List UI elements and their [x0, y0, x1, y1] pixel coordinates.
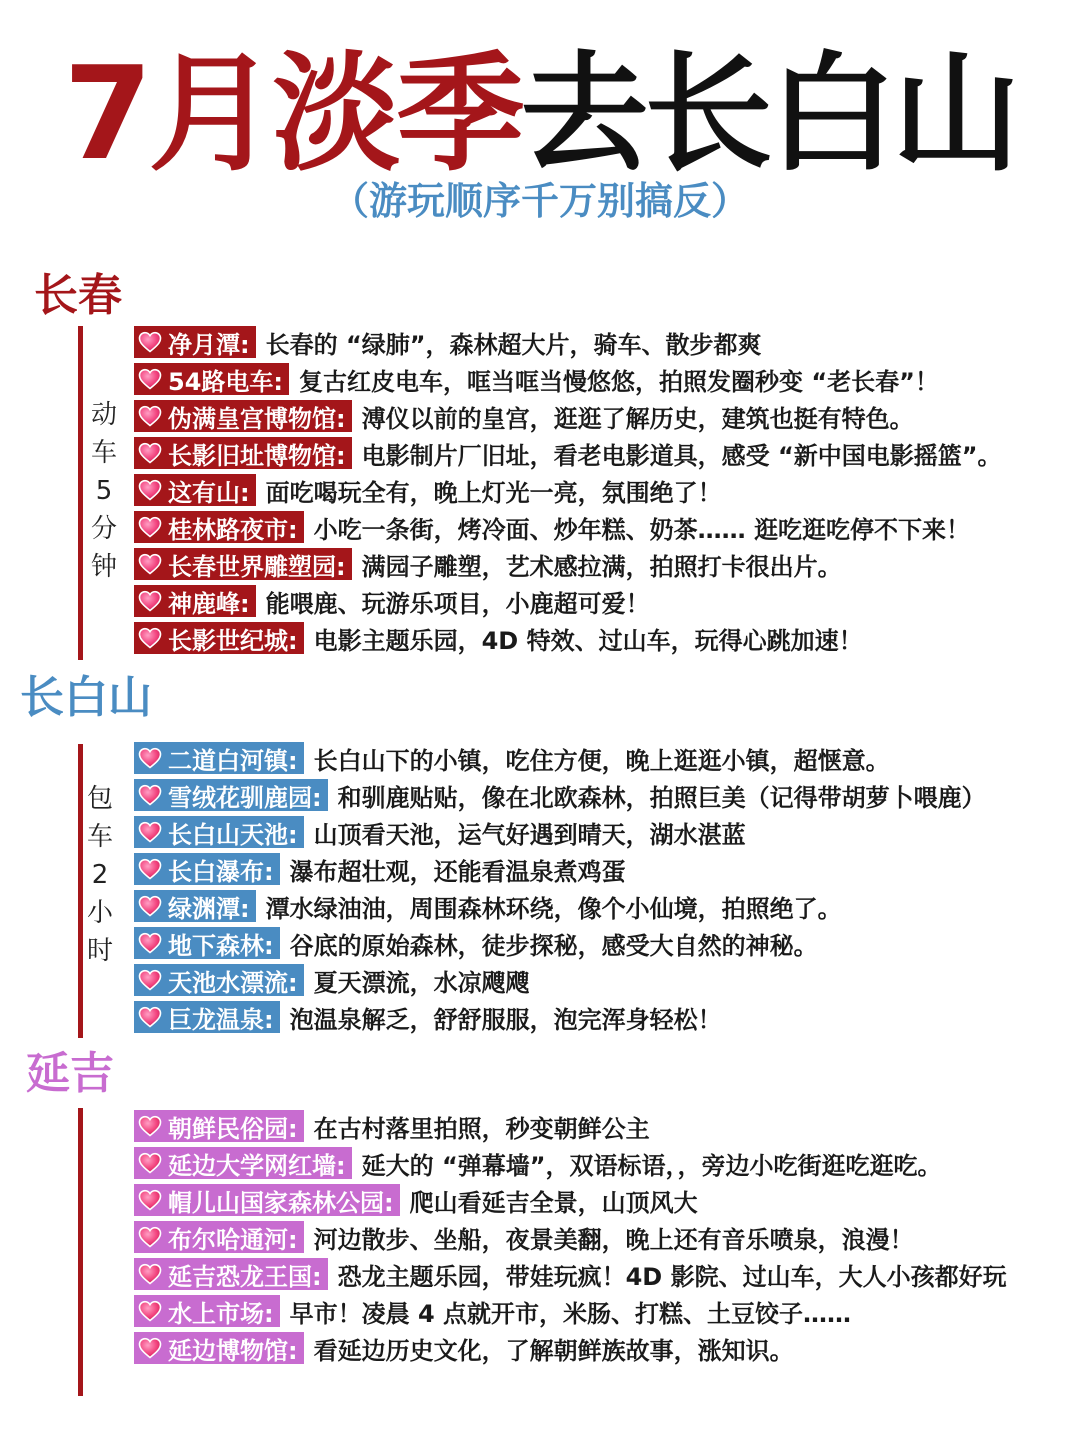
list-item — [134, 816, 746, 848]
attraction-tag — [134, 1001, 280, 1033]
attraction-tag — [134, 1147, 352, 1179]
heart-icon — [138, 1262, 162, 1286]
heart-icon — [138, 515, 162, 539]
attraction-tag — [134, 474, 256, 506]
transport-label-changchun: 动 车 5 分 钟 — [90, 400, 117, 582]
attraction-name: 地下森林: — [168, 931, 274, 960]
heart-icon — [138, 820, 162, 844]
list-item — [134, 1147, 942, 1179]
heart-icon — [138, 404, 162, 428]
attraction-name: 长影世纪城: — [168, 626, 298, 655]
list-item — [134, 511, 970, 543]
attraction-name: 二道白河镇: — [168, 746, 298, 775]
list-item — [134, 1221, 914, 1253]
attraction-tag — [134, 890, 256, 922]
attraction-tag — [134, 1221, 304, 1253]
heart-icon — [138, 931, 162, 955]
attraction-name: 天池水漂流: — [168, 968, 298, 997]
attraction-name: 帽儿山国家森林公园: — [168, 1188, 394, 1217]
timeline-line-yanji — [78, 1108, 83, 1396]
section-title-changbaishan: 长白山 — [20, 672, 152, 723]
heart-icon — [138, 552, 162, 576]
attraction-name: 水上市场: — [168, 1299, 274, 1328]
attraction-desc: 夏天漂流，水凉飕飕 — [313, 968, 530, 997]
attraction-tag — [134, 1332, 304, 1364]
list-item — [134, 548, 842, 580]
attraction-tag — [134, 1258, 328, 1290]
list-item — [134, 585, 650, 617]
attraction-desc: 面吃喝玩全有，晚上灯光一亮，氛围绝了！ — [265, 478, 722, 507]
attraction-desc: 和驯鹿贴贴，像在北欧森林，拍照巨美（记得带胡萝卜喂鹿） — [337, 783, 986, 812]
heart-icon — [138, 894, 162, 918]
attraction-desc: 爬山看延吉全景，山顶风大 — [409, 1188, 698, 1217]
attraction-desc: 长春的 “绿肺”，森林超大片，骑车、散步都爽 — [265, 330, 762, 359]
list-item — [134, 779, 986, 811]
list-item — [134, 400, 914, 432]
attraction-desc: 看延边历史文化，了解朝鲜族故事，涨知识。 — [313, 1336, 794, 1365]
attraction-desc: 瀑布超壮观，还能看温泉煮鸡蛋 — [289, 857, 626, 886]
attraction-name: 绿渊潭: — [168, 894, 250, 923]
heart-icon — [138, 1188, 162, 1212]
heart-icon — [138, 589, 162, 613]
attraction-name: 延边博物馆: — [168, 1336, 298, 1365]
attraction-tag — [134, 1110, 304, 1142]
attraction-desc: 早市！凌晨 4 点就开市，米肠、打糕、土豆饺子…… — [289, 1299, 852, 1328]
attraction-tag — [134, 622, 304, 654]
list-item — [134, 853, 626, 885]
attraction-name: 这有山: — [168, 478, 250, 507]
heart-icon — [138, 1336, 162, 1360]
list-item — [134, 890, 842, 922]
attraction-desc: 长白山下的小镇，吃住方便，晚上逛逛小镇，超惬意。 — [313, 746, 890, 775]
attraction-name: 净月潭: — [168, 330, 250, 359]
attraction-tag — [134, 742, 304, 774]
attraction-name: 朝鲜民俗园: — [168, 1114, 298, 1143]
heart-icon — [138, 1114, 162, 1138]
attraction-tag — [134, 964, 304, 996]
list-item — [134, 437, 1002, 469]
attraction-name: 长春世界雕塑园: — [168, 552, 346, 581]
attraction-desc: 复古红皮电车，哐当哐当慢悠悠，拍照发圈秒变 “老长春”！ — [299, 367, 939, 396]
attraction-name: 延吉恐龙王国: — [168, 1262, 322, 1291]
list-item — [134, 1110, 650, 1142]
heart-icon — [138, 1225, 162, 1249]
attraction-desc: 电影制片厂旧址，看老电影道具，感受 “新中国电影摇篮”。 — [361, 441, 1002, 470]
attraction-name: 伪满皇宫博物馆: — [168, 404, 346, 433]
heart-icon — [138, 746, 162, 770]
attraction-desc: 电影主题乐园，4D 特效、过山车，玩得心跳加速！ — [313, 626, 863, 655]
attraction-name: 延边大学网红墙: — [168, 1151, 346, 1180]
page-subtitle: （游玩顺序千万别搞反） — [330, 179, 749, 223]
list-item — [134, 927, 818, 959]
attraction-tag — [134, 400, 352, 432]
heart-icon — [138, 626, 162, 650]
attraction-name: 巨龙温泉: — [168, 1005, 274, 1034]
list-item — [134, 1258, 1007, 1290]
attraction-tag — [134, 511, 304, 543]
section-title-changchun: 长春 — [34, 270, 122, 321]
attraction-desc: 能喂鹿、玩游乐项目，小鹿超可爱！ — [265, 589, 650, 618]
attraction-desc: 谷底的原始森林，徒步探秘，感受大自然的神秘。 — [289, 931, 818, 960]
attraction-tag — [134, 363, 289, 395]
list-item — [134, 622, 863, 654]
attraction-tag — [134, 927, 280, 959]
heart-icon — [138, 1005, 162, 1029]
attraction-tag — [134, 816, 304, 848]
heart-icon — [138, 441, 162, 465]
list-item — [134, 1295, 851, 1327]
list-item — [134, 1332, 794, 1364]
heart-icon — [138, 857, 162, 881]
attraction-name: 桂林路夜市: — [168, 515, 298, 544]
attraction-name: 神鹿峰: — [168, 589, 250, 618]
attraction-tag — [134, 326, 256, 358]
list-item — [134, 1001, 722, 1033]
attraction-tag — [134, 585, 256, 617]
attraction-desc: 泡温泉解乏，舒舒服服，泡完浑身轻松！ — [289, 1005, 722, 1034]
heart-icon — [138, 968, 162, 992]
attraction-tag — [134, 853, 280, 885]
title-black: 去长白山 — [520, 40, 1017, 189]
attraction-name: 长白瀑布: — [168, 857, 274, 886]
page-title — [0, 40, 1080, 190]
attraction-desc: 溥仪以前的皇宫，逛逛了解历史，建筑也挺有特色。 — [361, 404, 914, 433]
attraction-tag — [134, 1184, 400, 1216]
attraction-name: 布尔哈通河: — [168, 1225, 298, 1254]
list-item — [134, 742, 890, 774]
attraction-tag — [134, 1295, 280, 1327]
transport-label-changbaishan: 包 车 2 小 时 — [86, 784, 113, 966]
attraction-desc: 满园子雕塑，艺术感拉满，拍照打卡很出片。 — [361, 552, 842, 581]
attraction-name: 长白山天池: — [168, 820, 298, 849]
heart-icon — [138, 1151, 162, 1175]
attraction-tag — [134, 548, 352, 580]
attraction-desc: 恐龙主题乐园，带娃玩疯！4D 影院、过山车，大人小孩都好玩 — [337, 1262, 1007, 1291]
heart-icon — [138, 330, 162, 354]
heart-icon — [138, 478, 162, 502]
attraction-desc: 潭水绿油油，周围森林环绕，像个小仙境，拍照绝了。 — [265, 894, 842, 923]
title-red: 7月淡季 — [63, 40, 521, 189]
list-item — [134, 326, 762, 358]
attraction-name: 长影旧址博物馆: — [168, 441, 346, 470]
attraction-desc: 在古村落里拍照，秒变朝鲜公主 — [313, 1114, 650, 1143]
attraction-desc: 河边散步、坐船，夜景美翻，晚上还有音乐喷泉，浪漫！ — [313, 1225, 914, 1254]
list-item — [134, 964, 530, 996]
heart-icon — [138, 367, 162, 391]
attraction-desc: 延大的 “弹幕墙”，双语标语，，旁边小吃街逛吃逛吃。 — [361, 1151, 942, 1180]
attraction-desc: 山顶看天池，运气好遇到晴天，湖水湛蓝 — [313, 820, 746, 849]
list-item — [134, 1184, 698, 1216]
list-item — [134, 474, 722, 506]
heart-icon — [138, 783, 162, 807]
attraction-desc: 小吃一条街，烤冷面、炒年糕、奶茶…… 逛吃逛吃停不下来！ — [313, 515, 970, 544]
list-item — [134, 363, 939, 395]
heart-icon — [138, 1299, 162, 1323]
timeline-line-changchun — [78, 326, 83, 660]
attraction-name: 54路电车: — [168, 367, 283, 396]
attraction-name: 雪绒花驯鹿园: — [168, 783, 322, 812]
section-title-yanji: 延吉 — [26, 1048, 114, 1099]
attraction-tag — [134, 779, 328, 811]
attraction-tag — [134, 437, 352, 469]
